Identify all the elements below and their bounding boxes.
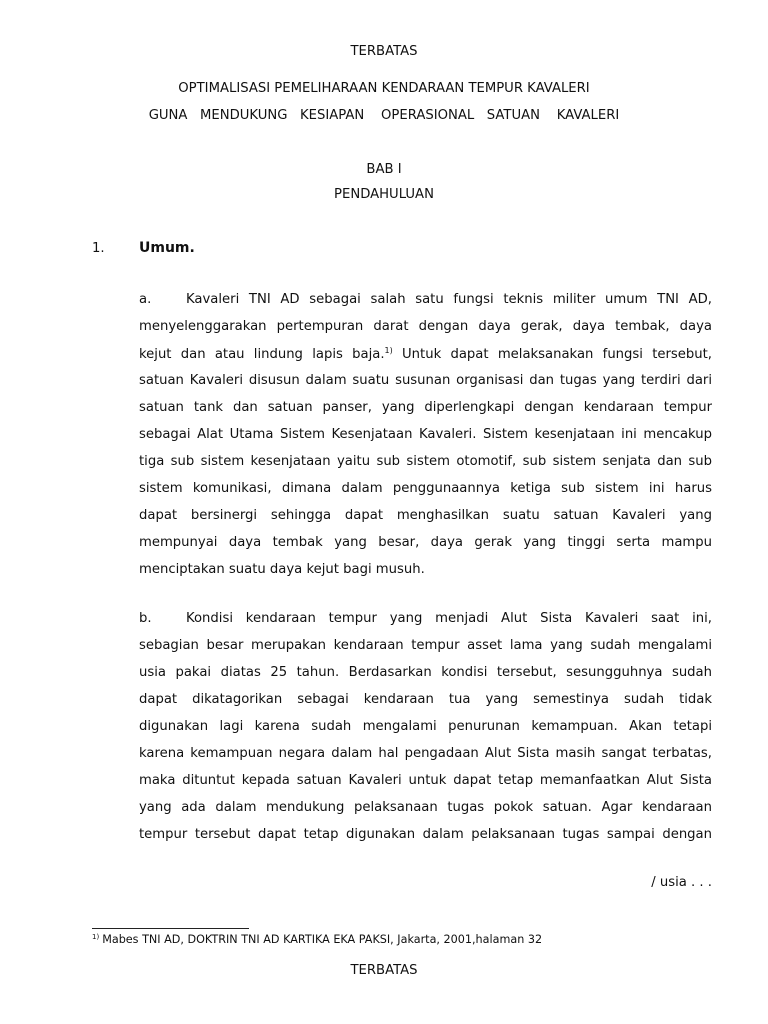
paragraph-a-line: menyelenggarakan pertempuran darat dengan daya gerak, daya tembak, daya <box>139 319 712 334</box>
paragraph-b-line: Kondisi kendaraan tempur yang menjadi Alut Sista Kavaleri saat ini, <box>186 611 712 626</box>
paragraph-a-line-tail: Untuk dapat melaksanakan fungsi tersebut, <box>402 347 712 362</box>
title-line-2: GUNA MENDUKUNG KESIAPAN OPERASIONAL SATUAN KAVALERI <box>148 108 620 123</box>
paragraph-a-line: sistem komunikasi, dimana dalam penggunaannya ketiga sub sistem ini harus <box>139 481 712 496</box>
footnote-reference: 1) <box>384 346 393 355</box>
paragraph-a-line: mempunyai daya tembak yang besar, daya gerak yang tinggi serta mampu <box>139 535 712 550</box>
paragraph-b-line: dapat dikatagorikan sebagai kendaraan tua yang semestinya sudah tidak <box>139 692 712 707</box>
paragraph-b-line: usia pakai diatas 25 tahun. Berdasarkan kondisi tersebut, sesungguhnya sudah <box>139 665 712 680</box>
paragraph-a-line-head: kejut dan atau lindung lapis baja. <box>139 347 385 362</box>
paragraph-a-line: satuan tank dan satuan panser, yang diperlengkapi dengan kendaraan tempur <box>139 400 712 415</box>
footnote-divider <box>92 928 249 929</box>
footnote-mark: 1) <box>92 933 100 941</box>
paragraph-b-line: yang ada dalam mendukung pelaksanaan tugas pokok satuan. Agar kendaraan <box>139 800 712 815</box>
section-number: 1. <box>92 241 105 256</box>
paragraph-a-line: menciptakan suatu daya kejut bagi musuh. <box>139 562 425 577</box>
title-line-1: OPTIMALISASI PEMELIHARAAN KENDARAAN TEMPUR KAVALERI <box>178 81 590 96</box>
chapter-number: BAB I <box>366 162 402 177</box>
header-classification: TERBATAS <box>350 44 418 59</box>
continuation-marker: / usia . . . <box>651 875 712 890</box>
section-heading: Umum. <box>139 240 195 256</box>
chapter-name: PENDAHULUAN <box>334 187 434 202</box>
paragraph-a-line-with-footnote <box>139 346 712 362</box>
paragraph-b-line: digunakan lagi karena sudah mengalami penurunan kemampuan. Akan tetapi <box>139 719 712 734</box>
paragraph-b-line: tempur tersebut dapat tetap digunakan dalam pelaksanaan tugas sampai dengan <box>139 827 712 842</box>
footer-classification: TERBATAS <box>350 963 418 978</box>
paragraph-b-line: karena kemampuan negara dalam hal pengadaan Alut Sista masih sangat terbatas, <box>139 746 712 761</box>
paragraph-a-line: satuan Kavaleri disusun dalam suatu susunan organisasi dan tugas yang terdiri dari <box>139 373 712 388</box>
footnote-text: Mabes TNI AD, DOKTRIN TNI AD KARTIKA EKA PAKSI, Jakarta, 2001,halaman 32 <box>102 933 543 946</box>
paragraph-b-marker: b. <box>139 611 152 626</box>
paragraph-a-line: dapat bersinergi sehingga dapat menghasilkan suatu satuan Kavaleri yang <box>139 508 712 523</box>
paragraph-a-line: sebagai Alat Utama Sistem Kesenjataan Kavaleri. Sistem kesenjataan ini mencakup <box>139 427 712 442</box>
paragraph-b-line: sebagian besar merupakan kendaraan tempur asset lama yang sudah mengalami <box>139 638 712 653</box>
paragraph-a-line: tiga sub sistem kesenjataan yaitu sub sistem otomotif, sub sistem senjata dan sub <box>139 454 712 469</box>
paragraph-b-line: maka dituntut kepada satuan Kavaleri untuk dapat tetap memanfaatkan Alut Sista <box>139 773 712 788</box>
paragraph-a-line: Kavaleri TNI AD sebagai salah satu fungsi teknis militer umum TNI AD, <box>186 292 712 307</box>
paragraph-a-marker: a. <box>139 292 152 307</box>
footnote <box>92 933 542 946</box>
